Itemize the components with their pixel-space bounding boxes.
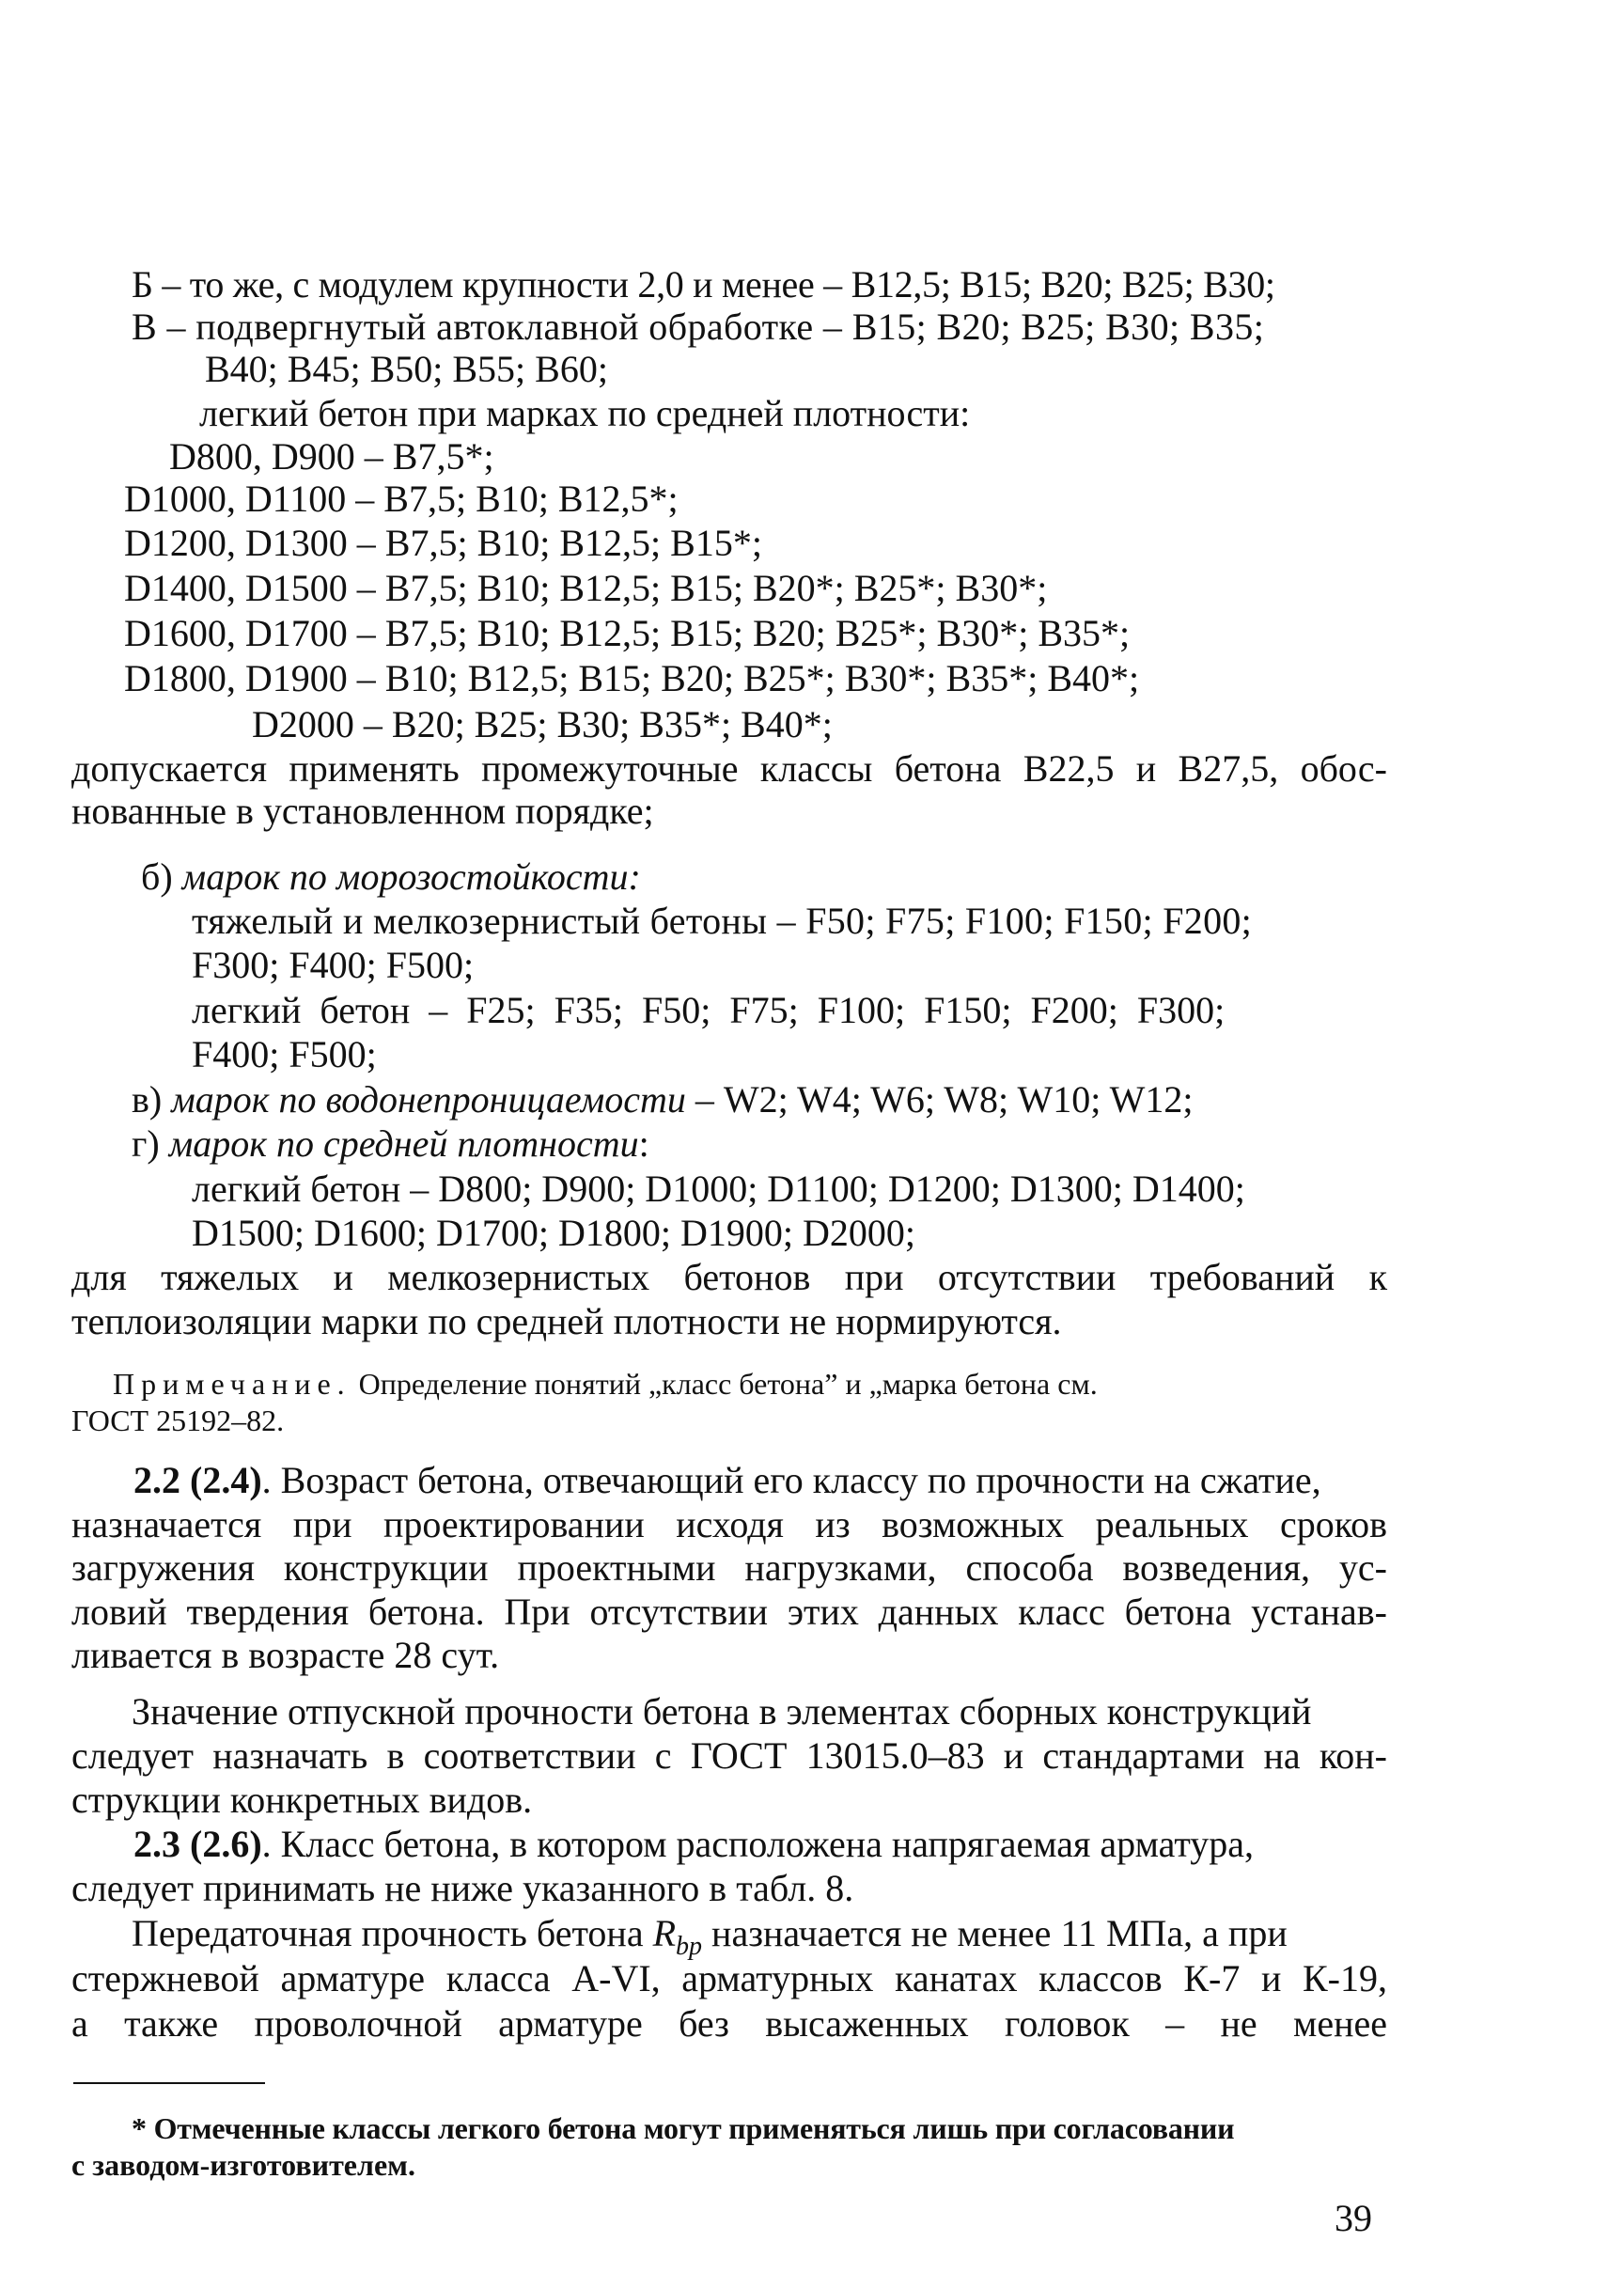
density-marks-title: марок по средней плотности — [168, 1122, 639, 1165]
intermediate-classes-line: допускается применять промежуточные классы бетона B22,5 и B27,5, обос- — [71, 747, 1387, 790]
density-class-row: D1400, D1500 – B7,5; B10; B12,5; B15; B20*; B25*; B30*; — [124, 567, 1048, 609]
density-marks-heading — [132, 1121, 649, 1167]
paragraph-2-2-line: ливается в возрасте 28 сут. — [71, 1634, 500, 1676]
density-marks-line: D1500; D1600; D1700; D1800; D1900; D2000; — [192, 1212, 915, 1254]
page-number: 39 — [1335, 2197, 1372, 2239]
paragraph-2-2-line: ловий твердения бетона. При отсутствии этих данных класс бетона устанав- — [71, 1591, 1387, 1633]
frost-resistance-title: марок по морозостойкости: — [181, 855, 641, 898]
list-label: г) — [132, 1122, 160, 1165]
remark-label: Примечание. — [113, 1367, 351, 1401]
footnote-line: * Отмеченные классы легкого бетона могут применяться лишь при согласовании — [132, 2111, 1235, 2145]
frost-light-line: F400; F500; — [192, 1033, 377, 1075]
water-resistance-line — [132, 1076, 1193, 1122]
symbol-r: R — [652, 1912, 677, 1954]
paragraph-2-2-first-line — [133, 1457, 1321, 1503]
density-marks-line: легкий бетон – D800; D900; D1000; D1100; D1200; D1300; D1400; — [192, 1168, 1245, 1210]
footnote-line: с заводом-изготовителем. — [71, 2148, 415, 2182]
heavy-density-note-line: для тяжелых и мелкозернистых бетонов при отсутствии требований к — [71, 1256, 1387, 1298]
paragraph-text: назначается не менее 11 МПа, а при — [702, 1912, 1288, 1954]
class-v-line: В – подвергнутый автоклавной обработке – B15; B20; B25; B30; B35; — [132, 306, 1265, 348]
paragraph-2-3-line: следует принимать не ниже указанного в табл. 8. — [71, 1867, 854, 1909]
paragraph-2-3-first-line — [133, 1821, 1254, 1867]
class-b-line: Б – то же, с модулем крупности 2,0 и менее – B12,5; B15; B20; B25; B30; — [132, 263, 1275, 306]
list-label: б) — [141, 855, 173, 898]
density-class-row: D1800, D1900 – B10; B12,5; B15; B20; B25*; B30*; B35*; B40*; — [124, 657, 1140, 699]
paragraph-2-2-line: назначается при проектировании исходя из возможных реальных сроков — [71, 1503, 1387, 1545]
density-class-row: D800, D900 – B7,5*; — [169, 435, 494, 478]
remark-line — [113, 1366, 1098, 1403]
density-class-row: D2000 – B20; B25; B30; B35*; B40*; — [252, 703, 833, 745]
release-strength-line: Значение отпускной прочности бетона в элементах сборных конструкций — [132, 1690, 1312, 1732]
frost-heavy-line: тяжелый и мелкозернистый бетоны – F50; F75; F100; F150; F200; — [192, 900, 1253, 942]
density-class-row: D1200, D1300 – B7,5; B10; B12,5; B15*; — [124, 522, 762, 564]
frost-heavy-line: F300; F400; F500; — [192, 944, 475, 986]
water-resistance-title: марок по водонепроницаемости — [171, 1078, 686, 1121]
footnote-separator — [73, 2082, 265, 2084]
frost-light-line: легкий бетон – F25; F35; F50; F75; F100; F150; F200; F300; — [192, 989, 1226, 1031]
heavy-density-note-line: теплоизоляции марки по средней плотности не нормируются. — [71, 1300, 1062, 1342]
symbol-subscript: bp — [676, 1932, 703, 1961]
transfer-strength-line: а также проволочной арматуре без высаженных головок – не менее — [71, 2002, 1387, 2045]
intermediate-classes-line: нованные в установленном порядке; — [71, 790, 654, 832]
paragraph-2-2-line: загружения конструкции проектными нагрузками, способа возведения, ус- — [71, 1546, 1387, 1589]
remark-line: ГОСТ 25192–82. — [71, 1403, 285, 1437]
release-strength-line: следует назначать в соответствии с ГОСТ 13015.0–83 и стандартами на кон- — [71, 1734, 1387, 1777]
transfer-strength-line: стержневой арматуре класса A-VI, арматурных канатах классов К-7 и К-19, — [71, 1957, 1387, 1999]
light-concrete-heading: легкий бетон при марках по средней плотности: — [199, 392, 971, 434]
paragraph-number: 2.2 (2.4) — [133, 1459, 262, 1501]
release-strength-line: струкции конкретных видов. — [71, 1779, 533, 1821]
frost-resistance-heading — [141, 854, 641, 900]
paragraph-text: Передаточная прочность бетона — [132, 1912, 653, 1954]
paragraph-number: 2.3 (2.6) — [133, 1823, 262, 1865]
remark-text: Определение понятий „класс бетона” и „марка бетона см. — [358, 1367, 1098, 1401]
density-class-row: D1000, D1100 – B7,5; B10; B12,5*; — [124, 478, 679, 520]
paragraph-text: . Класс бетона, в котором расположена напрягаемая арматура, — [261, 1823, 1255, 1865]
paragraph-text: . Возраст бетона, отвечающий его классу по прочности на сжатие, — [261, 1459, 1321, 1501]
list-label: в) — [132, 1078, 163, 1121]
water-resistance-values: – W2; W4; W6; W8; W10; W12; — [685, 1078, 1194, 1121]
class-v-line-continued: B40; B45; B50; B55; B60; — [205, 348, 608, 390]
colon: : — [638, 1122, 649, 1165]
density-class-row: D1600, D1700 – B7,5; B10; B12,5; B15; B20; B25*; B30*; B35*; — [124, 612, 1131, 654]
